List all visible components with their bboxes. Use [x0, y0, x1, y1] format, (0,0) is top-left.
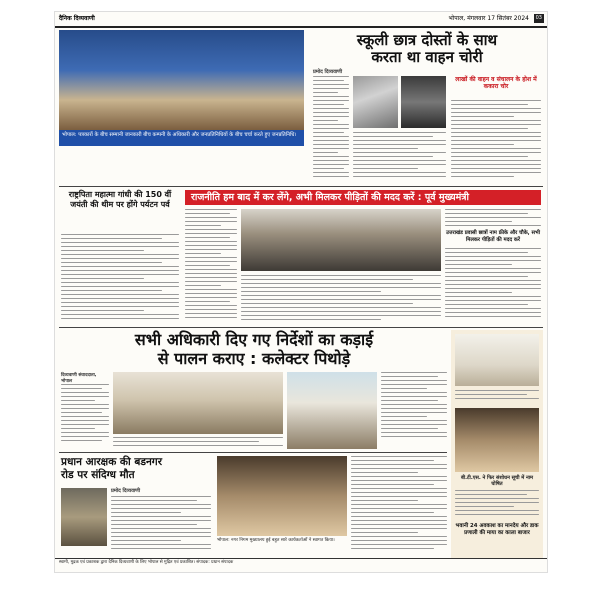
ceremony-photo: [217, 456, 347, 536]
page-number: 03: [535, 15, 542, 21]
banner-former-cm: राजनीति हम बाद में कर लेंगे, अभी मिलकर पीड़ितों की मदद करें : पूर्व मुख्यमंत्री: [185, 190, 541, 205]
constable-photo: [61, 488, 107, 546]
divider-lower: [59, 452, 447, 453]
student-theft-byline: प्रमोद दिव्यवाणी: [313, 69, 343, 75]
student-theft-text-col2: [353, 132, 446, 182]
divider-top: [59, 186, 543, 187]
footer-imprint: स्वामी, मुद्रक एवं प्रकाशक द्वारा दैनिक दिव्यवाणी के लिए भोपाल से मुद्रित एवं प्रकाशित। संपादक: प्रधान संपादक: [55, 558, 547, 572]
relief-subhead: उत्तराखंड प्रवासी छात्रों नाम फ्रीके और चौके, सभी मिलकर पीड़ितों की मदद करें: [446, 230, 540, 243]
student-theft-side-subhead: लाखों की वाहन व संचालन के होश में ककारा चोर: [455, 76, 537, 90]
headline-collector: [61, 330, 447, 368]
meeting-photo-caption: भोपाल: पत्रकारों के बीच सम्मानी जानकारी बीच कम्पनी के अधिकारी और जनप्रतिनिधियों के बीच चर्चा करते हुए जनप्रतिनिधि।: [59, 130, 304, 146]
meeting-photo: [59, 30, 304, 130]
bikes-photo-1: [353, 76, 398, 128]
former-cm-text-below: [241, 275, 441, 324]
masthead-brand: दैनिक दिव्यवाणी: [59, 15, 95, 22]
headline-constable: [61, 456, 211, 482]
headline-collector-line1: सभी अधिकारी दिए गए निर्देशों का कड़ाई: [134, 330, 374, 349]
bottom-center-text: [351, 456, 447, 556]
former-cm-text-right: [445, 209, 541, 229]
headline-honorarium: भवानी 24 अवकाश का मानदेय और डाक प्रणाली की माया का काला बाजार: [455, 523, 539, 536]
student-theft-text-col3: [451, 100, 541, 182]
former-cm-text-left: [185, 209, 237, 324]
right-column-caption: बी.टी.एस. ने फिर संशोधन सूची में नाम घोषित: [460, 475, 534, 487]
former-cm-crowd-photo: [241, 209, 441, 271]
right-column-photo-2: [455, 408, 539, 472]
headline-collector-line2: से पालन कराए : कलेक्टर पिथोड़े: [157, 349, 351, 368]
headline-gandhi-jayanti: राष्ट्रपिता महात्मा गांधी की 150 वीं जयंती की थीम पर होंगे पर्यटन पर्व: [68, 190, 172, 209]
ceremony-photo-caption: भोपाल: नगर निगम मुख्यालय हुई बहुत सारे कार्यकर्ताओं ने स्वागत किया।: [217, 538, 335, 543]
collector-text-below-photo: [113, 437, 283, 449]
headline-student-theft: [311, 32, 543, 66]
constable-text: [111, 496, 211, 556]
headline-constable-line1: प्रधान आरक्षक की बडनगर: [61, 456, 162, 468]
collector-byline: दिव्यवाणी संवाददाता, भोपाल: [61, 373, 97, 384]
right-column-photo-1: [455, 334, 539, 386]
gandhi-jayanti-text: [61, 234, 179, 324]
student-theft-text-col1: [313, 76, 349, 182]
bikes-photo-2: [401, 76, 446, 128]
masthead: [55, 12, 547, 28]
constable-byline: प्रमोद दिव्यवाणी: [111, 488, 141, 494]
headline-student-theft-line1: स्कूली छात्र दोस्तों के साथ: [356, 31, 498, 49]
collector-text-col1: [61, 384, 109, 448]
collector-meeting-photo: [113, 372, 283, 434]
collector-text-col2: [381, 372, 447, 449]
masthead-dateline: भोपाल, मंगलवार 17 सितंबर 2024: [448, 15, 529, 22]
relief-text: [445, 248, 541, 324]
newspaper-page: [55, 12, 547, 572]
divider-mid: [59, 327, 543, 328]
headline-constable-line2: रोड पर संदिग्ध मौत: [61, 469, 135, 481]
right-column-text-1: [455, 390, 539, 404]
collector-officials-photo: [287, 372, 377, 449]
headline-student-theft-line2: करता था वाहन चोरी: [371, 48, 483, 66]
right-column-text-2: [455, 490, 539, 520]
